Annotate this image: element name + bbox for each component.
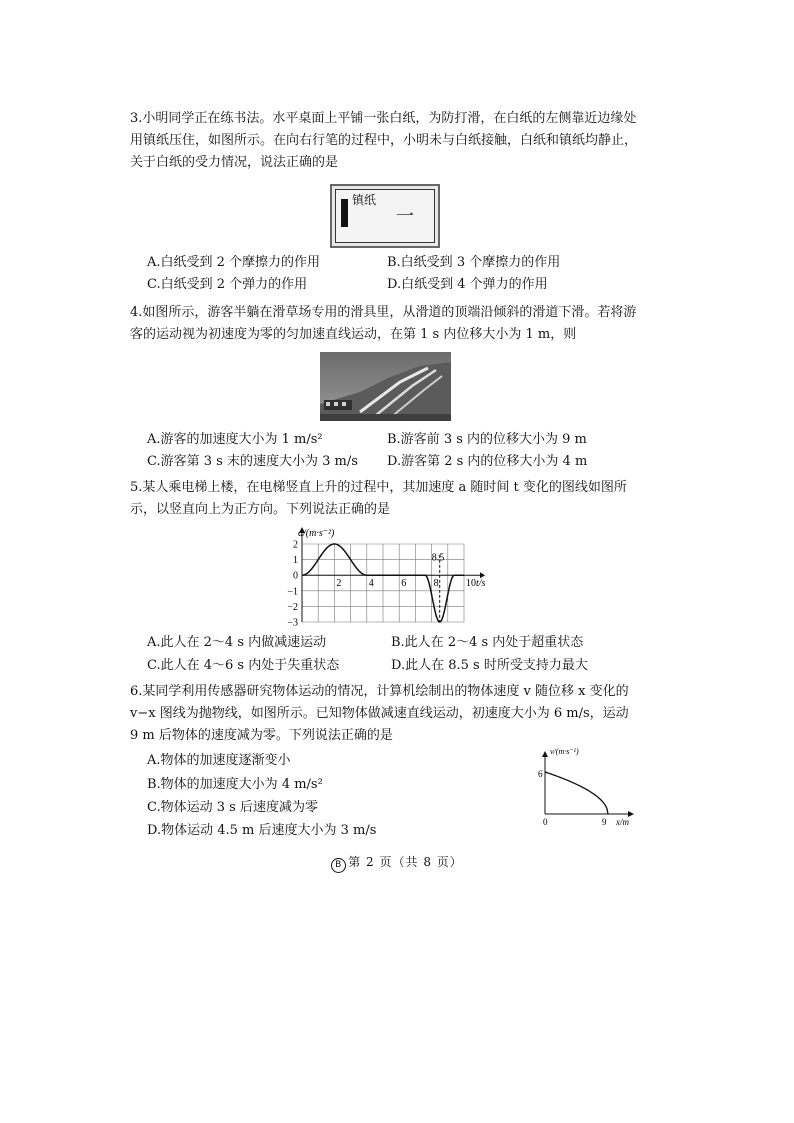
- y-tick-label: −1: [287, 586, 298, 598]
- q5-option-b[interactable]: B.此人在 2～4 s 内处于超重状态: [391, 635, 584, 650]
- x-tick-9: 9: [602, 817, 607, 827]
- x-axis-label: x/m: [616, 817, 629, 827]
- y-axis-arrow: [542, 751, 548, 757]
- q5-stem: 5.某人乘电梯上楼，在电梯竖直上升的过程中，其加速度 a 随时间 t 变化的图线如图所示，以竖直向上为正方向。下列说法正确的是: [130, 480, 627, 517]
- q3-stem: 3.小明同学正在练书法。水平桌面上平铺一张白纸，为防打滑，在白纸的左侧靠近边缘处用镇纸压住，如图所示。在向右行笔的过程中，小明未与白纸接触，白纸和镇纸均静止，关于白纸的受力情况，说法正确的是: [130, 111, 638, 170]
- q4-option-c[interactable]: C.游客第 3 s 末的速度大小为 3 m/s: [147, 454, 358, 469]
- marker-label: 8.5: [431, 552, 445, 564]
- q3-figure-calligraphy-paper: [330, 184, 440, 248]
- paper-version-badge: B: [331, 858, 346, 873]
- q5-option-d[interactable]: D.此人在 8.5 s 时所受支持力最大: [391, 658, 588, 673]
- x-tick-label: 10: [466, 578, 476, 590]
- x-tick-label: 4: [368, 578, 374, 590]
- y-axis-label: a/(m·s⁻²): [298, 528, 335, 539]
- q4-option-d[interactable]: D.游客第 2 s 内的位移大小为 4 m: [387, 454, 588, 469]
- q4-stem: 4.如图所示，游客半躺在滑草场专用的滑具里，从滑道的顶端沿倾斜的滑道下滑。若将游客的运动视为初速度为零的匀加速直线运动，在第 1 s 内位移大小为 1 m，则: [130, 305, 637, 342]
- q6-velocity-displacement-chart: [530, 748, 645, 832]
- q5-chart-svg: [280, 520, 500, 630]
- q6-stem: 6.某同学利用传感器研究物体运动的情况，计算机绘制出的物体速度 v 随位移 x 变化的 v−x 图线为抛物线，如图所示。已知物体做减速直线运动，初速度大小为 6 m/s，运动 9 m 后物体的速度减为零。下列说法正确的是: [130, 684, 629, 743]
- q3-option-d[interactable]: D.白纸受到 4 个弹力的作用: [387, 277, 548, 292]
- y-tick-label: 2: [293, 539, 298, 551]
- q4-figure-grass-slide-photo: [320, 352, 451, 421]
- q6-chart-svg: [530, 748, 645, 828]
- q4-option-b[interactable]: B.游客前 3 s 内的位移大小为 9 m: [387, 432, 587, 447]
- q6-option-a[interactable]: A.物体的加速度逐渐变小: [147, 753, 291, 768]
- q3-option-a[interactable]: A.白纸受到 2 个摩擦力的作用: [147, 255, 321, 270]
- q5-option-c[interactable]: C.此人在 4～6 s 内处于失重状态: [147, 658, 340, 673]
- page-footer: [0, 853, 794, 873]
- q5-option-a[interactable]: A.此人在 2～4 s 内做减速运动: [147, 635, 327, 650]
- x-axis-label: t/s: [476, 578, 486, 590]
- q5-acceleration-chart: [280, 520, 500, 634]
- paperweight-bar: [341, 199, 348, 227]
- x-tick-label: 6: [401, 578, 407, 590]
- origin-label: 0: [543, 817, 548, 827]
- q3-option-c[interactable]: C.白纸受到 2 个弹力的作用: [147, 277, 308, 292]
- x-tick-label: 2: [336, 578, 342, 590]
- q6-option-d[interactable]: D.物体运动 4.5 m 后速度大小为 3 m/s: [147, 823, 377, 838]
- q3-option-b[interactable]: B.白纸受到 3 个摩擦力的作用: [387, 255, 561, 270]
- q6-option-b[interactable]: B.物体的加速度大小为 4 m/s²: [147, 777, 323, 792]
- q4-option-a[interactable]: A.游客的加速度大小为 1 m/s²: [147, 432, 323, 447]
- page-number: 第 2 页（共 8 页）: [348, 855, 463, 869]
- y-tick-label: −3: [287, 617, 298, 629]
- y-tick-6: 6: [538, 769, 543, 779]
- y-tick-label: 1: [293, 555, 298, 567]
- velocity-parabola: [545, 772, 608, 814]
- grass-slide-illustration: [320, 352, 451, 421]
- y-tick-label: 0: [293, 570, 298, 582]
- y-tick-label: −2: [287, 601, 298, 613]
- paperweight-label: 镇纸: [352, 193, 377, 207]
- y-axis-label: v/(m·s⁻¹): [550, 748, 579, 756]
- q6-option-c[interactable]: C.物体运动 3 s 后速度减为零: [147, 800, 318, 815]
- x-tick-label: 8: [433, 578, 439, 590]
- brush-stroke-char: 一: [396, 206, 414, 227]
